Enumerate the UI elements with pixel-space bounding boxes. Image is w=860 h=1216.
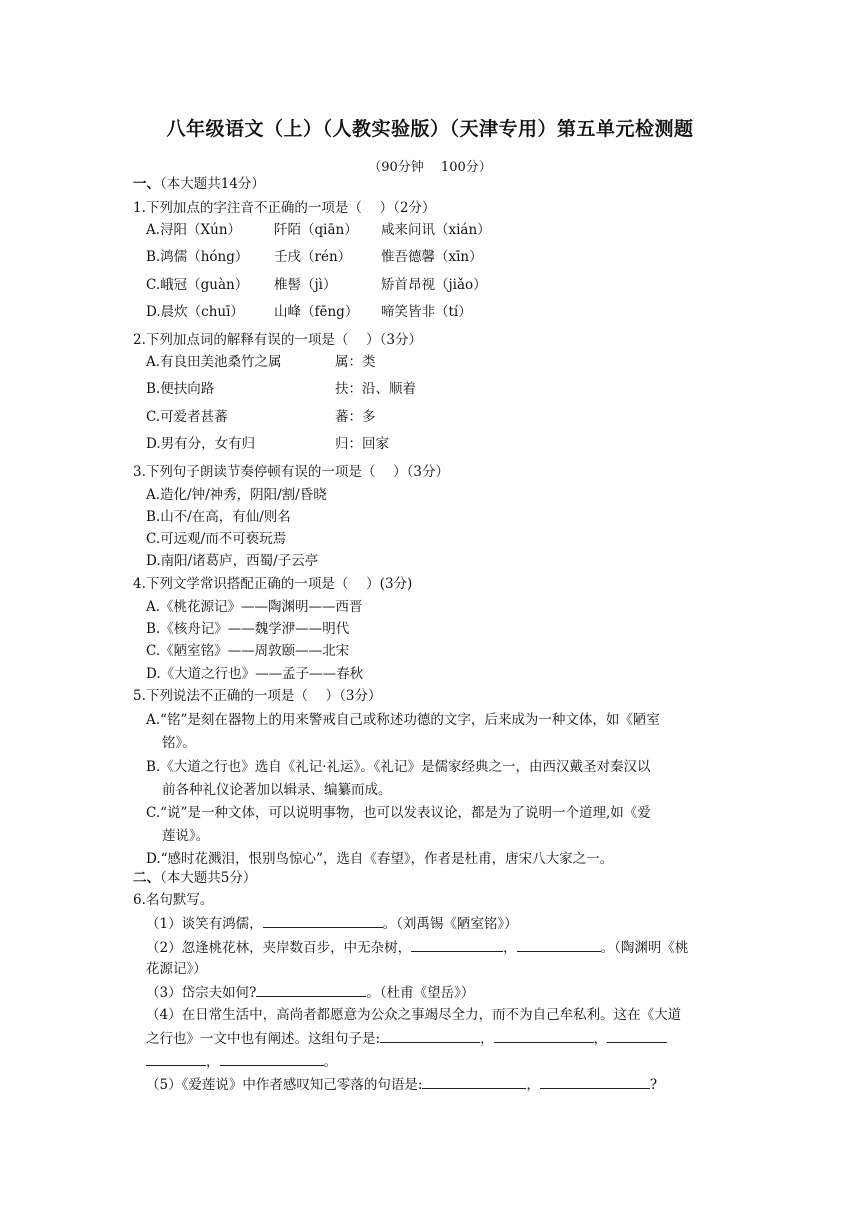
answer-blank[interactable] <box>263 913 383 928</box>
section-2-heading <box>133 868 256 888</box>
q1-option-a-3: 咸来问讯（xián） <box>381 222 491 238</box>
q6-item-4-sep: ， <box>206 1054 220 1070</box>
q2-option-a: A.有良田美池桑竹之属 <box>146 354 282 370</box>
q2-option-c-meaning: 蕃：多 <box>335 409 376 425</box>
q1-option-a-1: A.浔阳（Xún） <box>146 222 242 238</box>
q5-option-d: D.“感时花溅泪，恨别鸟惊心”，选自《春望》，作者是杜甫，唐宋八大家之一。 <box>146 851 614 867</box>
q6-item-1 <box>146 913 518 934</box>
section-1-heading <box>133 174 265 194</box>
q6-item-4-sep: ， <box>593 1031 608 1047</box>
answer-blank[interactable] <box>540 1074 650 1089</box>
answer-blank[interactable] <box>411 937 503 952</box>
q1-option-d-3: 啼笑皆非（tí） <box>381 304 472 320</box>
q5-option-a-line1: A.“铭”是刻在器物上的用来警戒自己或称述功德的文字，后来成为一种文体，如《陋室 <box>146 712 660 728</box>
q6-item-1-text: （1）谈笑有鸿儒， <box>146 916 263 932</box>
answer-blank[interactable] <box>146 1051 206 1066</box>
q1-option-c-2: 椎髻（jì） <box>274 277 337 293</box>
q5-stem: 5.下列说法不正确的一项是（ ）（3分） <box>133 688 382 704</box>
q6-item-5 <box>146 1074 657 1095</box>
q5-option-a-line2: 铭》。 <box>162 735 196 751</box>
q1-option-b-1: B.鸿儒（hóng） <box>146 249 249 265</box>
page-title: 八年级语文（上）（人教实验版）（天津专用）第五单元检测题 <box>166 118 694 140</box>
q2-option-d-meaning: 归：回家 <box>335 436 389 452</box>
q3-option-d: D.南阳/诸葛庐，西蜀/子云亭 <box>146 553 319 569</box>
q1-stem: 1.下列加点的字注音不正确的一项是（ ）（2分） <box>133 200 436 216</box>
answer-blank[interactable] <box>607 1028 667 1043</box>
q5-option-b-line2: 前各种礼仪论著加以辑录、编纂而成。 <box>162 782 392 798</box>
q3-option-c: C.可远观/而不可亵玩焉 <box>146 531 287 547</box>
q6-item-5-end: ? <box>649 1077 658 1093</box>
q1-option-d-1: D.晨炊（chuī） <box>146 304 244 320</box>
q1-option-d-2: 山峰（fēng） <box>274 304 359 320</box>
q3-option-b: B.山不/在高，有仙/则名 <box>146 509 291 525</box>
q6-item-3-text: （3）岱宗夫如何? <box>146 985 257 1001</box>
q1-option-c-1: C.峨冠（guàn） <box>146 277 249 293</box>
q6-item-5-text: （5）《爱莲说》中作者感叹知己零落的句语是: <box>146 1077 423 1093</box>
q6-stem: 6.名句默写。 <box>133 892 214 908</box>
q2-option-c: C.可爱者甚蕃 <box>146 409 228 425</box>
answer-blank[interactable] <box>517 937 601 952</box>
q1-option-b-3: 惟吾德馨（xīn） <box>381 249 483 265</box>
answer-blank[interactable] <box>494 1028 594 1043</box>
q4-stem: 4.下列文学常识搭配正确的一项是（ ）(3分) <box>133 576 413 592</box>
q3-stem: 3.下列句子朗读节奏停顿有误的一项是（ ）（3分） <box>133 464 450 480</box>
section-1-note: （本大题共14分） <box>160 176 265 192</box>
q6-item-3-source: 。（杜甫《望岳》） <box>366 985 475 1001</box>
q6-item-2-sep: ， <box>503 940 517 956</box>
q6-item-4-line3 <box>146 1051 337 1072</box>
q5-option-c-line2: 莲说》。 <box>162 828 210 844</box>
q1-option-c-3: 矫首昂视（jiǎo） <box>381 277 487 293</box>
exam-duration-score: （90分钟 100分） <box>368 160 492 175</box>
q4-option-a: A.《桃花源记》——陶渊明——西晋 <box>146 599 363 615</box>
section-2-number: 二、 <box>133 870 160 886</box>
q6-item-2-source: 。（陶渊明《桃 <box>600 940 689 956</box>
q6-item-2 <box>146 937 688 958</box>
q2-stem: 2.下列加点词的解释有误的一项是（ ）（3分） <box>133 332 423 348</box>
q6-item-1-source: 。（刘禹锡《陋室铭》） <box>382 916 518 932</box>
q2-option-b: B.便扶向路 <box>146 381 215 397</box>
q6-item-3 <box>146 982 474 1003</box>
answer-blank[interactable] <box>256 982 366 997</box>
q3-option-a: A.造化/钟/神秀，阴阳/割/昏晓 <box>146 487 327 503</box>
q6-item-4-text: 之行也》一文中也有阐述。这组句子是: <box>146 1031 381 1047</box>
q2-option-a-meaning: 属：类 <box>335 354 376 370</box>
answer-blank[interactable] <box>220 1051 324 1066</box>
q6-item-2-cont: 花源记》） <box>146 961 207 977</box>
q6-item-2-text: （2）忽逢桃花林，夹岸数百步，中无杂树， <box>146 940 412 956</box>
section-1-number: 一、 <box>133 176 160 192</box>
answer-blank[interactable] <box>380 1028 480 1043</box>
q2-option-b-meaning: 扶：沿、顺着 <box>335 381 416 397</box>
q1-option-a-2: 阡陌（qiān） <box>274 222 358 238</box>
q6-item-5-sep: ， <box>526 1077 540 1093</box>
q6-item-4-sep: ， <box>480 1031 494 1047</box>
q5-option-b-line1: B.《大道之行也》选自《礼记·礼运》。《礼记》是儒家经典之一，由西汉戴圣对秦汉以 <box>146 759 651 775</box>
answer-blank[interactable] <box>422 1074 526 1089</box>
q1-option-b-2: 壬戌（rén） <box>274 249 352 265</box>
q6-item-4-line2 <box>146 1028 667 1049</box>
q6-item-4-end: 。 <box>323 1054 337 1070</box>
q4-option-b: B.《核舟记》——魏学洢——明代 <box>146 621 350 637</box>
q4-option-d: D.《大道之行也》——孟子——春秋 <box>146 666 364 682</box>
q4-option-c: C.《陋室铭》——周敦颐——北宋 <box>146 643 350 659</box>
section-2-note: （本大题共5分） <box>160 870 257 886</box>
q2-option-d: D.男有分，女有归 <box>146 436 256 452</box>
q6-item-4-line1: （4）在日常生活中，高尚者都愿意为公众之事竭尽全力，而不为自己牟私利。这在《大道 <box>146 1007 682 1023</box>
q5-option-c-line1: C.“说”是一种文体，可以说明事物，也可以发表议论，都是为了说明一个道理,如《爱 <box>146 805 651 821</box>
